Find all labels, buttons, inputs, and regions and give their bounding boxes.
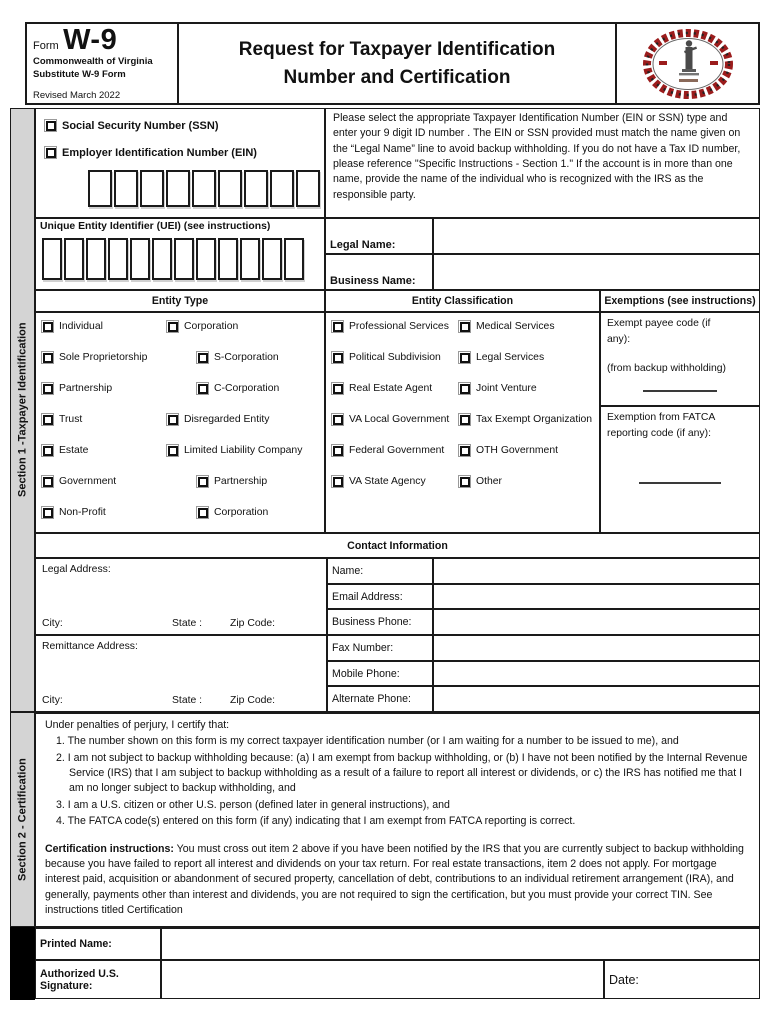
checkbox-icon[interactable] [41,351,54,364]
ein-checkbox-icon[interactable] [44,146,57,159]
uei-box[interactable] [152,238,172,280]
section2-sidebar-label: Section 2 - Certification [16,758,29,881]
fatca-label: Exemption from FATCA reporting code (if any): [607,412,715,439]
form-body [35,108,760,999]
form-title [179,24,617,103]
checkbox-tax-exempt-organization[interactable]: Tax Exempt Organization [458,413,592,426]
certification-instructions-text: You must cross out item 2 above if you have been notified by the IRS that you are currently subject to backup withholding because you have failed to report all interest and dividends on your tax return. For real estate transactions, item 2 does not apply. For mortgage interest paid, acquisition or abandonment of secured property, cancellation of debt, contributions to an individual retirement arrangement (IRA), and generally, payments other than interest and dividends, you are not required to sign the certification, but you must provide your correct TIN. See instructions titled Certification [45,842,744,916]
checkbox-professional-services[interactable]: Professional Services [331,320,449,333]
checkbox-llc[interactable]: Limited Liability Company [166,444,302,457]
uei-box[interactable] [240,238,260,280]
checkbox-sole-proprietorship[interactable]: Sole Proprietorship [41,351,147,364]
tin-digit-box[interactable] [296,170,320,207]
certification-item-4: 4. The FATCA code(s) entered on this form (if any) indicating that I am exempt from FATCA reporting is correct. [56,815,576,828]
tin-digit-boxes[interactable] [88,170,320,207]
checkbox-icon[interactable] [41,444,54,457]
checkbox-trust[interactable]: Trust [41,413,82,426]
uei-box[interactable] [218,238,238,280]
uei-box[interactable] [42,238,62,280]
tin-digit-box[interactable] [140,170,164,207]
seal-box [617,24,758,103]
form-title-line2: Number and Certification [283,66,511,88]
checkbox-icon[interactable] [331,382,344,395]
tin-digit-box[interactable] [166,170,190,207]
printed-name-input[interactable] [161,927,760,960]
checkbox-icon[interactable] [166,444,179,457]
checkbox-icon[interactable] [331,351,344,364]
fatca-cell [600,406,760,533]
checkbox-individual[interactable]: Individual [41,320,103,333]
exempt-payee-input[interactable] [643,389,717,392]
date-label: Date: [609,972,639,987]
uei-box[interactable] [130,238,150,280]
legal-address-cell[interactable] [35,558,327,635]
section1-sidebar-label: Section 1 -Taxpayer Identification [16,322,29,498]
checkbox-disregarded-entity[interactable]: Disregarded Entity [166,413,269,426]
tin-digit-box[interactable] [114,170,138,207]
tin-selection-cell [35,108,325,218]
ssn-label: Social Security Number (SSN) [62,119,219,132]
entity-type-cell [35,312,325,533]
certification-instructions [45,842,750,919]
printed-name-label: Printed Name: [35,927,161,960]
section2-sidebar [10,712,35,927]
remittance-state-label: State : [172,695,203,706]
signature-label: Authorized U.S. Signature: [35,960,161,999]
legal-state-label: State : [172,618,203,629]
contact-name-label: Name: [327,558,433,584]
signature-input[interactable] [161,960,604,999]
checkbox-icon[interactable] [331,320,344,333]
exemptions-header: Exemptions (see instructions) [600,290,760,312]
remittance-zip-label: Zip Code: [230,695,276,706]
checkbox-government[interactable]: Government [41,475,116,488]
contact-alternate-phone-label: Alternate Phone: [327,686,433,712]
checkbox-joint-venture[interactable]: Joint Venture [458,382,537,395]
form-number: W-9 [63,24,118,56]
checkbox-icon[interactable] [41,382,54,395]
checkbox-other[interactable]: Other [458,475,502,488]
checkbox-icon[interactable] [41,413,54,426]
tin-digit-box[interactable] [218,170,242,207]
tin-digit-box[interactable] [192,170,216,207]
uei-box[interactable] [108,238,128,280]
checkbox-real-estate-agent[interactable]: Real Estate Agent [331,382,432,395]
ein-label: Employer Identification Number (EIN) [62,146,257,159]
revision-date: Revised March 2022 [33,90,121,101]
contact-email-label: Email Address: [327,584,433,609]
checkbox-icon[interactable] [458,475,471,488]
contact-mobile-phone-input[interactable] [433,661,760,686]
checkbox-llc-corporation[interactable]: Corporation [196,506,268,519]
uei-box[interactable] [196,238,216,280]
checkbox-icon[interactable] [41,506,54,519]
ssn-checkbox-icon[interactable] [44,119,57,132]
checkbox-c-corporation[interactable]: C-Corporation [196,382,279,395]
checkbox-icon[interactable] [166,320,179,333]
contact-name-input[interactable] [433,558,760,584]
fatca-input[interactable] [639,481,721,484]
entity-type-header: Entity Type [35,290,325,312]
checkbox-icon[interactable] [41,475,54,488]
uei-boxes[interactable] [42,238,320,280]
certification-instructions-lead: Certification instructions: [45,842,174,855]
uei-box[interactable] [86,238,106,280]
checkbox-va-local-government[interactable]: VA Local Government [331,413,449,426]
checkbox-va-state-agency[interactable]: VA State Agency [331,475,426,488]
tin-digit-box[interactable] [88,170,112,207]
checkbox-oth-government[interactable]: OTH Government [458,444,558,457]
ein-option[interactable] [44,146,320,159]
checkbox-icon[interactable] [196,351,209,364]
checkbox-icon[interactable] [458,351,471,364]
contact-alternate-phone-input[interactable] [433,686,760,712]
contact-mobile-phone-label: Mobile Phone: [327,661,433,686]
exempt-payee-cell [600,312,760,406]
form-title-line1: Request for Taxpayer Identification [238,38,556,60]
legal-zip-label: Zip Code: [230,618,276,629]
tin-digit-box[interactable] [244,170,268,207]
contact-business-phone-label: Business Phone: [327,609,433,635]
entity-classification-header: Entity Classification [325,290,600,312]
contact-business-phone-input[interactable] [433,609,760,635]
remittance-city-label: City: [42,695,63,706]
uei-box[interactable] [284,238,304,280]
org-line1: Commonwealth of Virginia [33,56,153,67]
virginia-seal-icon [632,27,744,101]
uei-cell [35,218,325,290]
checkbox-icon[interactable] [41,320,54,333]
contact-fax-label: Fax Number: [327,635,433,661]
checkbox-legal-services[interactable]: Legal Services [458,351,544,364]
contact-information-header: Contact Information [35,533,760,558]
certification-cell [35,712,760,927]
checkbox-medical-services[interactable]: Medical Services [458,320,555,333]
checkbox-icon[interactable] [331,475,344,488]
business-name-input[interactable] [433,254,760,290]
checkbox-icon[interactable] [196,475,209,488]
checkbox-s-corporation[interactable]: S-Corporation [196,351,279,364]
tin-instructions: Please select the appropriate Taxpayer Identification Number (EIN or SSN) type and enter your 9 digit ID number . The EIN or SSN provided must match the name given on the “Legal Name” line to avoid backup withholding. If you do not have a Tax ID number, please reference "Specific Instructions - Section 1." If the account is in more than one name, provide the name of the individual who is recognized with the IRS as the responsible party. [325,108,760,218]
legal-city-label: City: [42,618,63,629]
checkbox-icon[interactable] [458,413,471,426]
exempt-payee-label: Exempt payee code (if any): [607,318,711,345]
exempt-payee-note: (from backup withholding) [607,363,726,375]
business-name-label: Business Name: [325,254,433,290]
checkbox-icon[interactable] [331,413,344,426]
checkbox-non-profit[interactable]: Non-Profit [41,506,106,519]
checkbox-partnership[interactable]: Partnership [41,382,112,395]
form-header [25,22,760,105]
checkbox-icon[interactable] [458,382,471,395]
uei-box[interactable] [262,238,282,280]
form-word: Form [33,40,59,52]
checkbox-corporation[interactable]: Corporation [166,320,238,333]
legal-name-label: Legal Name: [325,218,433,254]
certification-item-2: 2. I am not subject to backup withholding because: (a) I am exempt from backup withholding, or (b) I have not been notified by the Internal Revenue Service (IRS) that I am subject to backup withholding as a result of a failure to report all interest or dividends, or c) the IRS has notified me that I am no longer subject to backup withholding, and [56,751,748,795]
uei-box[interactable] [64,238,84,280]
checkbox-icon[interactable] [331,444,344,457]
checkbox-icon[interactable] [458,444,471,457]
date-cell[interactable] [604,960,760,999]
org-line2: Substitute W-9 Form [33,69,126,81]
legal-address-label: Legal Address: [42,564,111,575]
checkbox-icon[interactable] [196,506,209,519]
checkbox-icon[interactable] [196,382,209,395]
section1-sidebar [10,108,35,712]
legal-name-input[interactable] [433,218,760,254]
remittance-address-cell[interactable] [35,635,327,712]
checkbox-icon[interactable] [458,320,471,333]
certification-item-1: 1. The number shown on this form is my correct taxpayer identification number (or I am waiting for a number to be issued to me), and [56,735,679,748]
checkbox-estate[interactable]: Estate [41,444,88,457]
checkbox-federal-government[interactable]: Federal Government [331,444,444,457]
uei-box[interactable] [174,238,194,280]
contact-fax-input[interactable] [433,635,760,661]
checkbox-llc-partnership[interactable]: Partnership [196,475,267,488]
ssn-option[interactable] [44,119,320,132]
remittance-address-label: Remittance Address: [42,641,138,652]
contact-email-input[interactable] [433,584,760,609]
entity-classification-cell [325,312,600,533]
certification-item-3: 3. I am a U.S. citizen or other U.S. person (defined later in general instructions), and [56,798,450,811]
signature-sidebar-block [10,927,35,1000]
tin-digit-box[interactable] [270,170,294,207]
form-id-box [27,24,179,103]
checkbox-political-subdivision[interactable]: Political Subdivision [331,351,441,364]
certification-intro: Under penalties of perjury, I certify that: [45,719,230,731]
checkbox-icon[interactable] [166,413,179,426]
uei-label: Unique Entity Identifier (UEI) (see instructions) [40,221,271,232]
